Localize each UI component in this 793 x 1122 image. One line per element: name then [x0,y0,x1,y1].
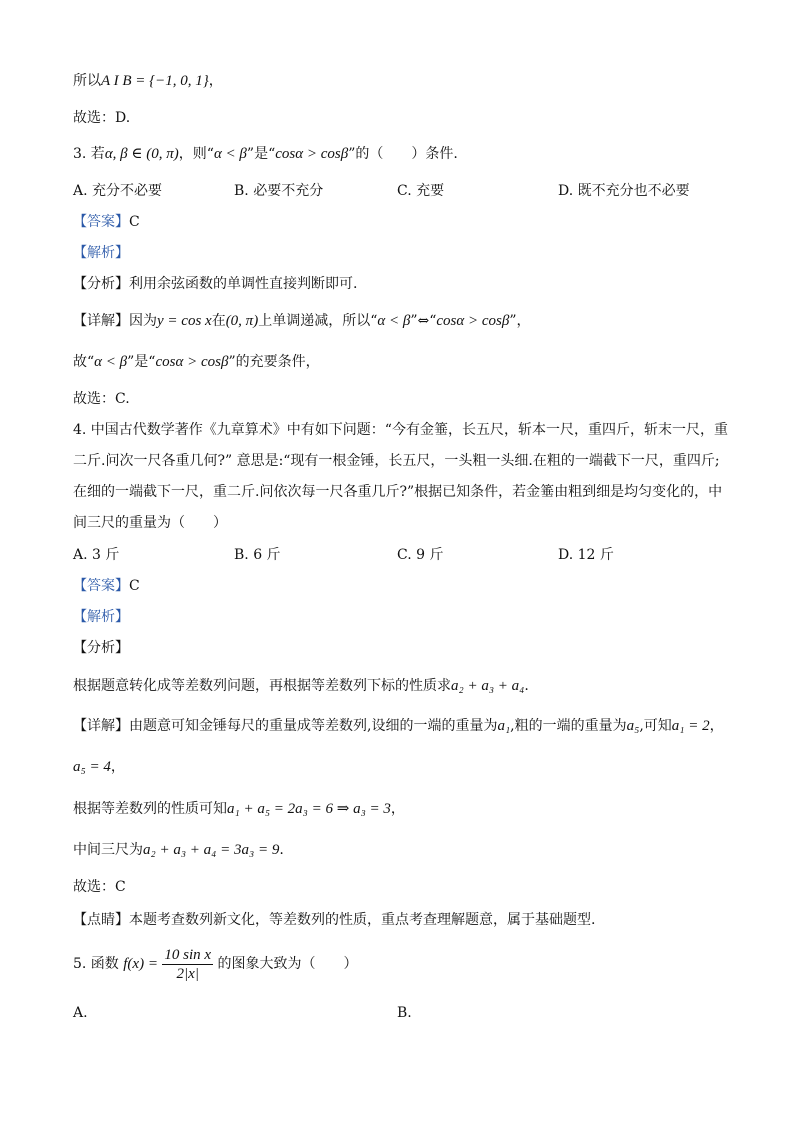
q4-comment [73,910,595,930]
q4-choice: 故选：C [73,879,126,895]
q3-conclusion [73,352,320,372]
text-prefix: 所以 [73,73,101,89]
detail-text: 上单调递减，所以“ [258,313,378,329]
q4-answer [73,576,140,596]
q4-option-d: D. 12 斤 [558,547,614,563]
middle-text: 中间三尺为 [73,842,143,858]
q3-option-a: A. 充分不必要 [73,183,163,199]
q3-math: α < β [213,146,247,162]
q4-property [73,799,405,819]
concl-text: 故“ [73,354,95,370]
q5-option-a: A. [73,1005,88,1021]
detail-math: a₁ [497,718,511,734]
q3-stem-text: ，则“ [178,146,214,162]
q5-stem-text: 5. 函数 [73,956,119,972]
comment-tag: 【点睛】 [73,912,129,928]
q4-stem-line3: 在细的一端截下一尺，重二斤.问依次每一尺各重几斤?”根据已知条件，若金箠由粗到细是均匀变化的，中 [73,484,723,500]
concl-math: α < β [94,354,128,370]
property-text: 根据等差数列的性质可知 [73,801,227,817]
comment-text: 本题考查数列新文化，等差数列的性质，重点考查理解题意，属于基础题型. [129,912,596,928]
q3-math: α, β ∈ (0, π) [104,146,179,162]
q4-fenxi [73,676,529,696]
detail-text: ,可知 [639,718,672,734]
middle-text: . [279,842,284,858]
q3-stem [73,144,458,164]
q4-detail-line2 [73,757,125,777]
detail-math: cosα > cosβ [436,313,510,329]
q3-stem-text: ”的（ ）条件. [348,146,458,162]
detail-text: ,粗的一端的重量为 [510,718,627,734]
detail-math: (0, π) [225,313,259,329]
q5-option-b: B. [397,1005,412,1021]
fenxi-math: a₂ + a₃ + a₄ [451,678,525,694]
fenxi-tag: 【分析】 [73,276,129,292]
property-text: ， [390,801,405,817]
q4-stem-line2: 二斤.问次一尺各重几何?” 意思是:“现有一根金锤，长五尺，一头粗一头细.在粗的一端截下一尺，重四斤; [73,453,720,469]
concl-text: ”的充要条件， [228,354,320,370]
q4-analysis-tag: 【解析】 [73,609,129,625]
q3-stem-text: ”是“ [246,146,276,162]
answer-value: C [129,578,140,594]
q4-stem-line4: 间三尺的重量为（ ） [73,515,227,531]
q3-fenxi [73,274,357,294]
fraction-numerator: 10 sin x [164,946,212,963]
detail-text: ， [110,759,125,775]
detail-tag: 【详解】 [73,313,129,329]
detail-text: 因为 [129,313,157,329]
detail-text: 由题意可知金锤每尺的重量成等差数列,设细的一端的重量为 [129,718,498,734]
detail-tag: 【详解】 [73,718,129,734]
q3-stem-text: 3. 若 [73,146,105,162]
answer-tag: 【答案】 [73,214,129,230]
q3-analysis-tag: 【解析】 [73,245,129,261]
detail-math: y = cos x [157,313,212,329]
q4-detail [73,716,724,736]
prev-choice: 故选：D. [73,110,131,126]
detail-math: a₅ = 4 [73,759,111,775]
q5-func: f(x) = [123,956,158,972]
answer-tag: 【答案】 [73,578,129,594]
fraction-denominator: 2|x| [176,965,199,982]
q4-option-a: A. 3 斤 [73,547,120,563]
fenxi-text: . [524,678,529,694]
q4-stem-line1: 4. 中国古代数学著作《九章算术》中有如下问题：“今有金箠，长五尺，斩本一尺，重四斤，斩末一尺，重 [73,422,728,438]
middle-math: a₂ + a₃ + a₄ = 3a₃ = 9 [143,842,280,858]
q4-option-b: B. 6 斤 [234,547,281,563]
detail-text: ”， [509,313,531,329]
q3-option-d: D. 既不充分也不必要 [558,183,690,199]
q3-detail [73,311,531,331]
detail-math: α < β [377,313,411,329]
q4-fenxi-tag: 【分析】 [73,640,129,656]
answer-value: C [129,214,140,230]
fenxi-text: 利用余弦函数的单调性直接判断即可. [129,276,358,292]
detail-math: a₅ [626,718,640,734]
detail-text: ， [709,718,724,734]
concl-math: cosα > cosβ [155,354,229,370]
math-intersection: A I B = {−1, 0, 1} [101,73,209,89]
q3-answer [73,212,140,232]
q5-fraction [162,946,213,983]
q5-stem-text: 的图象大致为（ ） [217,956,358,972]
detail-text: ”⇔“ [410,313,437,329]
q3-math: cosα > cosβ [275,146,349,162]
q3-option-b: B. 必要不充分 [234,183,324,199]
q4-option-c: C. 9 斤 [397,547,444,563]
property-math: a₁ + a₅ = 2a₃ = 6 ⇒ a₃ = 3 [227,801,391,817]
text-suffix: ， [208,73,223,89]
concl-text: ”是“ [127,354,156,370]
q3-choice: 故选：C. [73,391,130,407]
q4-middle [73,840,284,860]
prev-answer-line [73,71,223,91]
q5-stem [73,945,358,983]
fenxi-text: 根据题意转化成等差数列问题，再根据等差数列下标的性质求 [73,678,451,694]
q3-option-c: C. 充要 [397,183,445,199]
detail-math: a₁ = 2 [671,718,710,734]
detail-text: 在 [211,313,226,329]
